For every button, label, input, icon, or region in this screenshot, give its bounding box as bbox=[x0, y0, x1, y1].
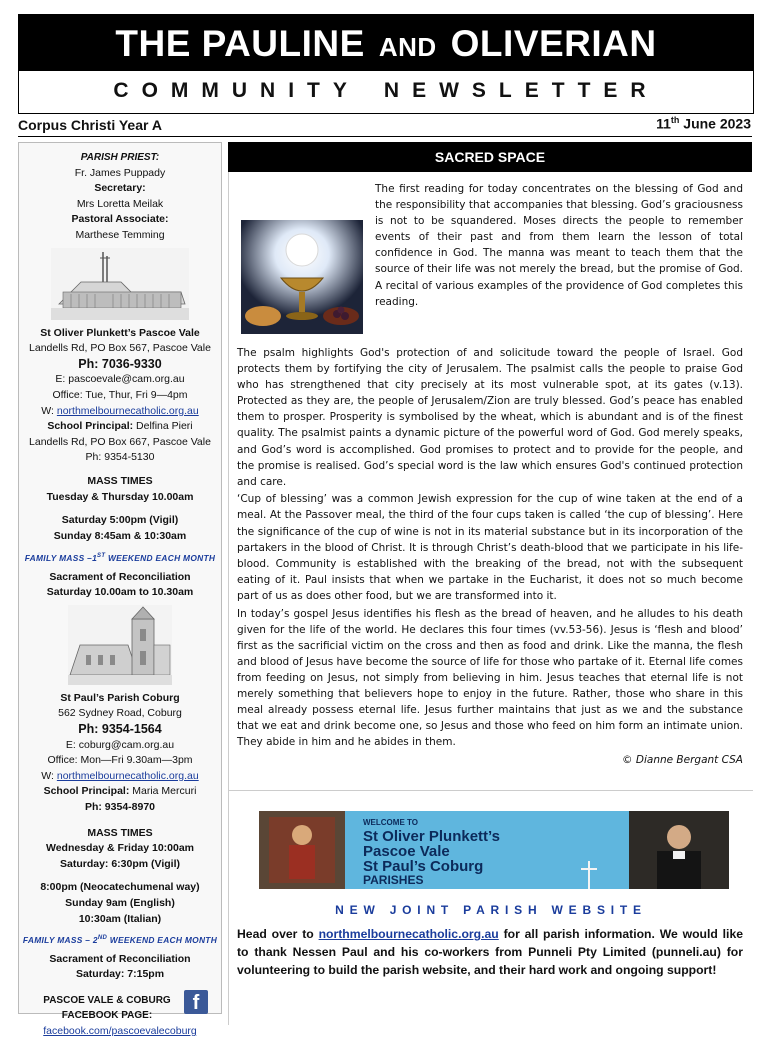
website-title: NEW JOINT PARISH WEBSITE bbox=[335, 903, 647, 917]
paul-phone: Ph: 9354-1564 bbox=[78, 722, 162, 737]
paul-family-mass: FAMILY MASS – 2ND WEEKEND EACH MONTH bbox=[22, 934, 218, 945]
article-paragraph-1: The first reading for today concentrates on the blessing of God and the responsibility that accompanies that blessing. God’s graciousness is not to be squandered. Moses directs the people to remember events of their past and from them learn the lesson of total confidence in God. The manna was meant to teach them that the source of their life was not merely the bread, but the promise of God. A recital of various examples of the providence of God completes this reading. bbox=[375, 183, 743, 308]
banner-welcome: WELCOME TO bbox=[363, 818, 418, 827]
banner-line-4: PARISHES bbox=[363, 873, 424, 887]
paul-email[interactable]: E: coburg@cam.org.au bbox=[65, 738, 175, 751]
masthead bbox=[18, 14, 754, 114]
oliver-email[interactable]: E: pascoevale@cam.org.au bbox=[55, 373, 185, 386]
title-oliverian: OLIVERIAN bbox=[450, 23, 657, 64]
associate-name: Marthese Temming bbox=[75, 228, 165, 241]
oliver-office-hours: Office: Tue, Thur, Fri 9—4pm bbox=[52, 388, 188, 401]
oliver-reconciliation-label: Sacrament of Reconciliation bbox=[49, 570, 191, 583]
paul-mass-label: MASS TIMES bbox=[87, 826, 153, 839]
oliver-website-link[interactable]: northmelbournecatholic.org.au bbox=[56, 404, 199, 417]
paul-mass-sunday: Sunday 9am (English) bbox=[65, 896, 175, 909]
paul-reconciliation-label: Sacrament of Reconciliation bbox=[49, 952, 191, 965]
liturgical-season: Corpus Christi Year A bbox=[18, 117, 162, 133]
paul-mass-saturday: Saturday: 6:30pm (Vigil) bbox=[59, 857, 180, 870]
paul-mass-italian: 10:30am (Italian) bbox=[78, 912, 162, 925]
paul-website: W: northmelbournecatholic.org.au bbox=[41, 769, 199, 782]
website-link[interactable]: northmelbournecatholic.org.au bbox=[318, 927, 499, 941]
newsletter-subtitle bbox=[19, 71, 753, 111]
facebook-label-1: PASCOE VALE & COBURG bbox=[43, 994, 171, 1006]
paul-website-link[interactable]: northmelbournecatholic.org.au bbox=[56, 769, 199, 782]
subtitle-newsletter: NEWSLETTER bbox=[383, 79, 659, 102]
oliver-address: Landells Rd, PO Box 567, Pascoe Vale bbox=[29, 342, 211, 355]
oliver-reconciliation-time: Saturday 10.00am to 10.30am bbox=[46, 586, 194, 599]
paul-school-phone: Ph: 9354-8970 bbox=[84, 801, 156, 814]
oliver-phone: Ph: 7036-9330 bbox=[78, 356, 162, 371]
paul-mass-neocatechumenal: 8:00pm (Neocatechumenal way) bbox=[40, 881, 200, 894]
banner-line-2: Pascoe Vale bbox=[363, 843, 450, 860]
website-text: Head over to northmelbournecatholic.org.au for all parish information. We would like to thank Nessen Paul and his co-workers from Punneli Pty Limited (punneli.au) for volunteering to build the parish website, and their hard work and ongoing support! bbox=[237, 927, 743, 977]
oliver-mass-sunday: Sunday 8:45am & 10:30am bbox=[53, 529, 187, 542]
header-divider bbox=[18, 136, 752, 137]
priest-label: PARISH PRIEST: bbox=[80, 152, 160, 163]
paul-office-hours: Office: Mon—Fri 9.30am—3pm bbox=[47, 754, 193, 767]
church-oliver-image bbox=[51, 248, 189, 320]
article-paragraph-2: The psalm highlights God's protection of and solicitude toward the people of Israel. God protects them by fortifying the city of Jerusalem. The psalmist calls the people to praise God who has strengthened that city precisely at its most vulnerable spot, at its gates (v.13). Protected as they are, the people of Jerusalem/Zion are truly blessed. God’s peace has enabled them to prosper. Prosperity is symbolised by the wheat, which is abundant and is of the finest quality. The psalmist paints a dynamic picture of the powerful word of God. God merely speaks, and God’s word is accomplished. God promises to protect and to provide for the people, and the promise is realised. God’s special word is the law which ensures God's continued protection and care. bbox=[237, 347, 743, 488]
banner-line-3: St Paul’s Coburg bbox=[363, 858, 484, 875]
issue-date: 11th June 2023 bbox=[656, 115, 751, 132]
associate-label: Pastoral Associate: bbox=[71, 213, 169, 226]
newsletter-title bbox=[19, 15, 753, 71]
article-intro bbox=[375, 181, 743, 311]
facebook-link[interactable]: facebook.com/pascoevalecoburg bbox=[43, 1024, 197, 1037]
eucharist-image bbox=[241, 220, 363, 334]
website-announcement bbox=[228, 790, 753, 1025]
sacred-space-article bbox=[228, 172, 752, 812]
priest-name: Fr. James Puppady bbox=[74, 166, 166, 179]
oliver-mass-label: MASS TIMES bbox=[87, 474, 153, 487]
paul-school-principal: School Principal: Maria Mercuri bbox=[43, 785, 197, 798]
church-paul-image bbox=[68, 605, 172, 685]
paul-address: 562 Sydney Road, Coburg bbox=[58, 707, 182, 720]
article-paragraph-4: In today’s gospel Jesus identifies his flesh as the bread of heaven, and he alludes to his death given for the life of the world. He declares this four times (vv.53-56). Jesus is ‘flesh and blood’ first as the sacrificial victim on the cross and then as food and drink. Like the manna, the flesh and blood of Jesus have become the source of life for those who partake of it. Eternal life comes from feeding on Jesus, not simply from believing in him. Jesus teaches that eternal life is not merely something that believers hope to enjoy in the future. Rather, those who share in this meal already possess eternal life. Jesus further maintains that just as we and the substance that we eat and drink become one, so Jesus and those who feed on him form an intimate union. They abide in him and he abides in them. bbox=[237, 607, 743, 749]
paul-parish-name: St Paul’s Parish Coburg bbox=[60, 691, 180, 704]
secretary-name: Mrs Loretta Meilak bbox=[76, 197, 164, 210]
facebook-section bbox=[19, 993, 221, 1040]
oliver-family-mass: FAMILY MASS –1ST WEEKEND EACH MONTH bbox=[24, 553, 216, 564]
oliver-website: W: northmelbournecatholic.org.au bbox=[41, 404, 199, 417]
oliver-mass-weekday: Tuesday & Thursday 10.00am bbox=[46, 490, 194, 503]
banner-line-1: St Oliver Plunkett’s bbox=[363, 828, 500, 845]
article-body bbox=[237, 345, 743, 769]
parish-website-banner[interactable] bbox=[259, 811, 729, 889]
paul-mass-weekday: Wednesday & Friday 10:00am bbox=[45, 842, 195, 855]
sacred-space-heading: SACRED SPACE bbox=[228, 142, 752, 172]
oliver-mass-saturday: Saturday 5:00pm (Vigil) bbox=[61, 514, 179, 527]
parish-sidebar bbox=[18, 142, 222, 1037]
facebook-icon[interactable]: f bbox=[184, 990, 208, 1014]
title-and: AND bbox=[378, 32, 437, 62]
paul-reconciliation-time: Saturday: 7:15pm bbox=[75, 968, 165, 981]
secretary-label: Secretary: bbox=[94, 182, 146, 195]
oliver-parish-name: St Oliver Plunkett’s Pascoe Vale bbox=[40, 326, 200, 339]
subtitle-community: COMMUNITY bbox=[113, 79, 360, 102]
oliver-school-principal: School Principal: Delfina Pieri bbox=[47, 420, 193, 433]
oliver-school-phone: Ph: 9354-5130 bbox=[85, 451, 155, 464]
article-credit: © Dianne Bergant CSA bbox=[622, 753, 743, 766]
title-pauline: THE PAULINE bbox=[115, 23, 365, 64]
oliver-school-address: Landells Rd, PO Box 667, Pascoe Vale bbox=[29, 435, 211, 448]
main-column bbox=[228, 142, 752, 812]
facebook-label-2: FACEBOOK PAGE: bbox=[61, 1010, 153, 1022]
article-paragraph-3: ‘Cup of blessing’ was a common Jewish expression for the cup of wine taken at the end of a meal. At the Passover meal, the third of the four cups taken is called ‘the cup of blessing’. Here the significance of the cup of wine is not in its material substance but in its incorporation of the partakers in the blood of Christ. It is through Christ’s death-blood that we participate in his life-blood. Community is established with the breaking of the bread, not with the subsequent eating of it. Paul insists that when we partake in the Eucharist, it does not so much become part of us as does other food, but we are transformed into it. bbox=[237, 493, 743, 602]
